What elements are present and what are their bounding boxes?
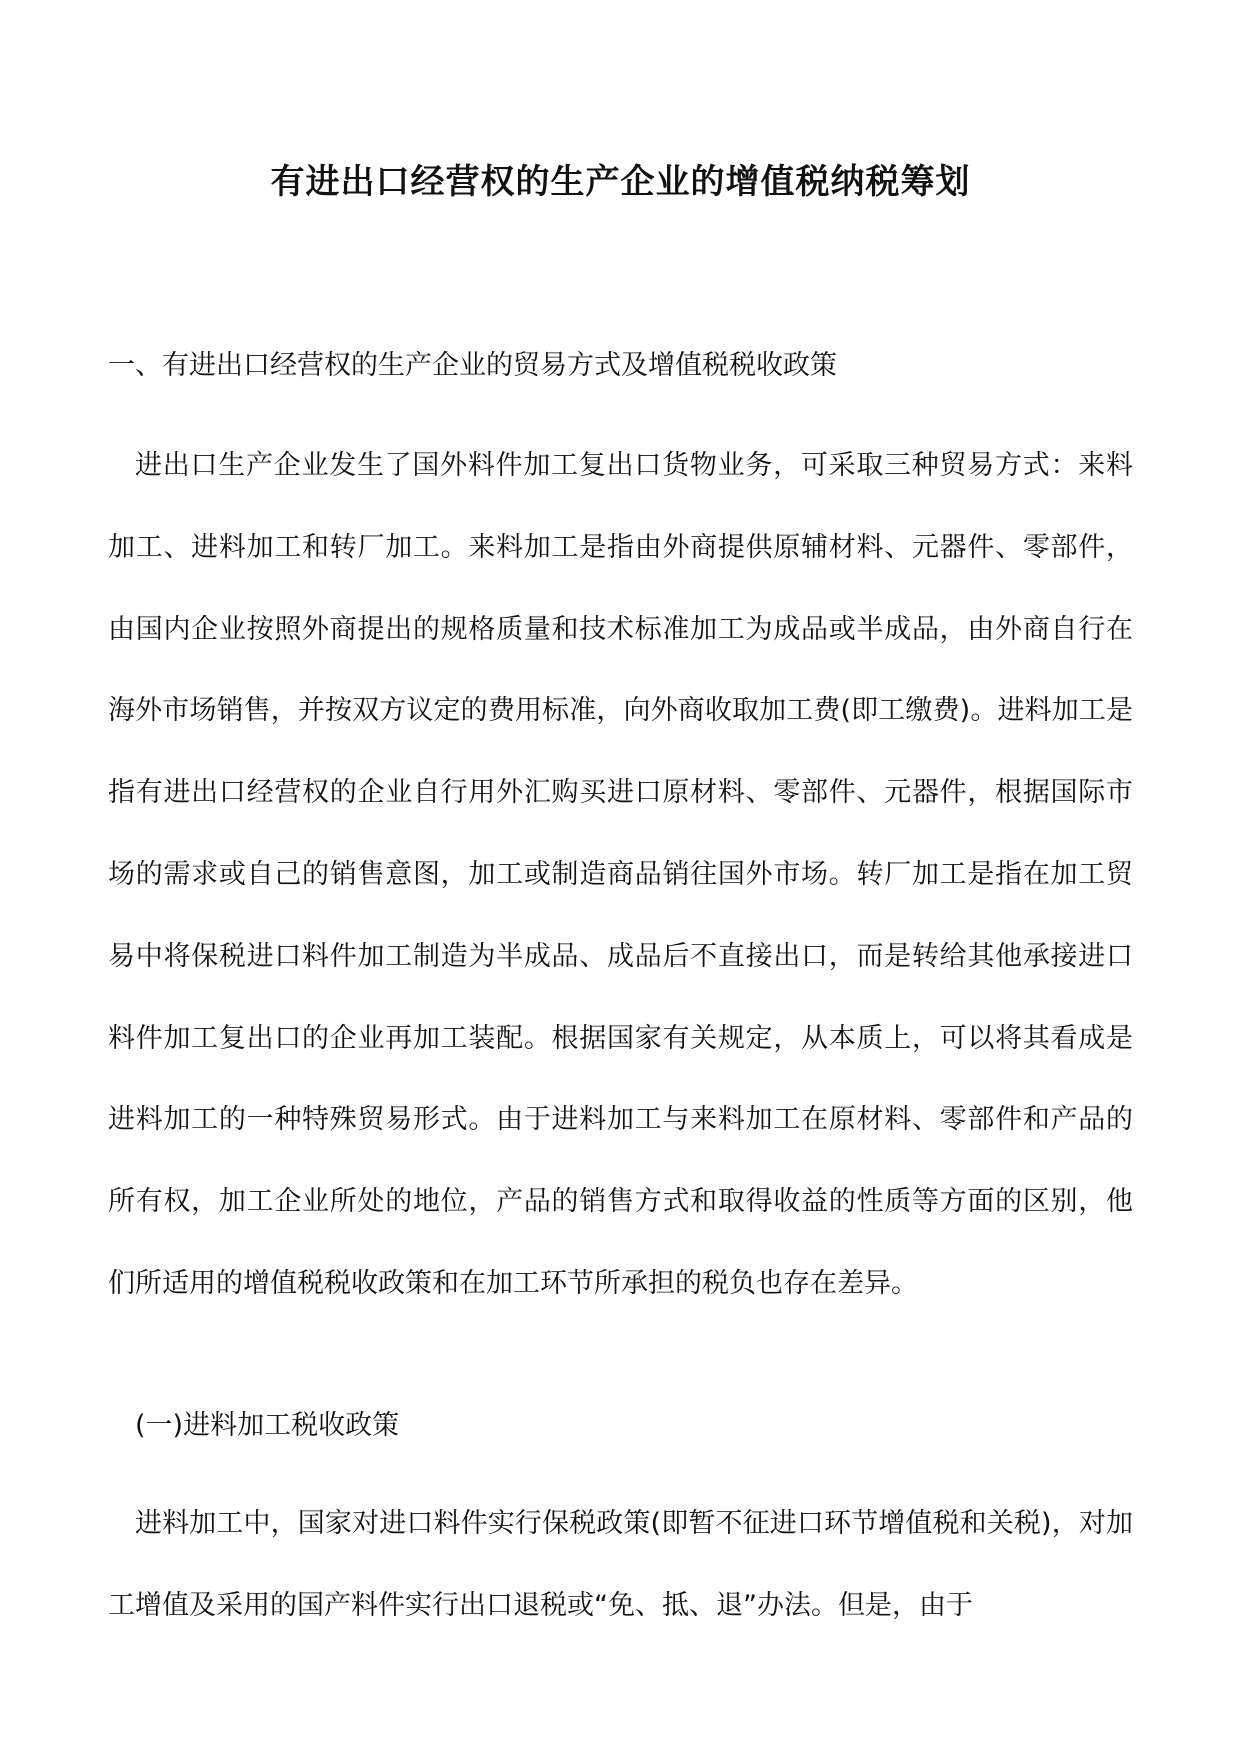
body-paragraph: 进料加工中，国家对进口料件实行保税政策(即暂不征进口环节增值税和关税)，对加工增值及采用的国产料件实行出口退税或“免、抵、退”办法。但是，由于: [108, 1508, 1133, 1621]
document-title: 有进出口经营权的生产企业的增值税纳税筹划: [270, 162, 971, 202]
section-heading: 一、有进出口经营权的生产企业的贸易方式及增值税税收政策: [108, 350, 837, 381]
body-paragraph: 进出口生产企业发生了国外料件加工复出口货物业务，可采取三种贸易方式：来料加工、进料加工和转厂加工。来料加工是指由外商提供原辅材料、元器件、零部件，由国内企业按照外商提出的规格质量和技术标准加工为成品或半成品，由外商自行在海外市场销售，并按双方议定的费用标准，向外商收取加工费(即工缴费)。进料加工是指有进出口经营权的企业自行用外汇购买进口原材料、零部件、元器件，根据国际市场的需求或自己的销售意图，加工或制造商品销往国外市场。转厂加工是指在加工贸易中将保税进口料件加工制造为半成品、成品后不直接出口，而是转给其他承接进口料件加工复出口的企业再加工装配。根据国家有关规定，从本质上，可以将其看成是进料加工的一种特殊贸易形式。由于进料加工与来料加工在原材料、零部件和产品的所有权，加工企业所处的地位，产品的销售方式和取得收益的性质等方面的区别，他们所适用的增值税税收政策和在加工环节所承担的税负也存在差异。: [108, 450, 1133, 1299]
subsection-heading: (一)进料加工税收政策: [135, 1410, 400, 1441]
